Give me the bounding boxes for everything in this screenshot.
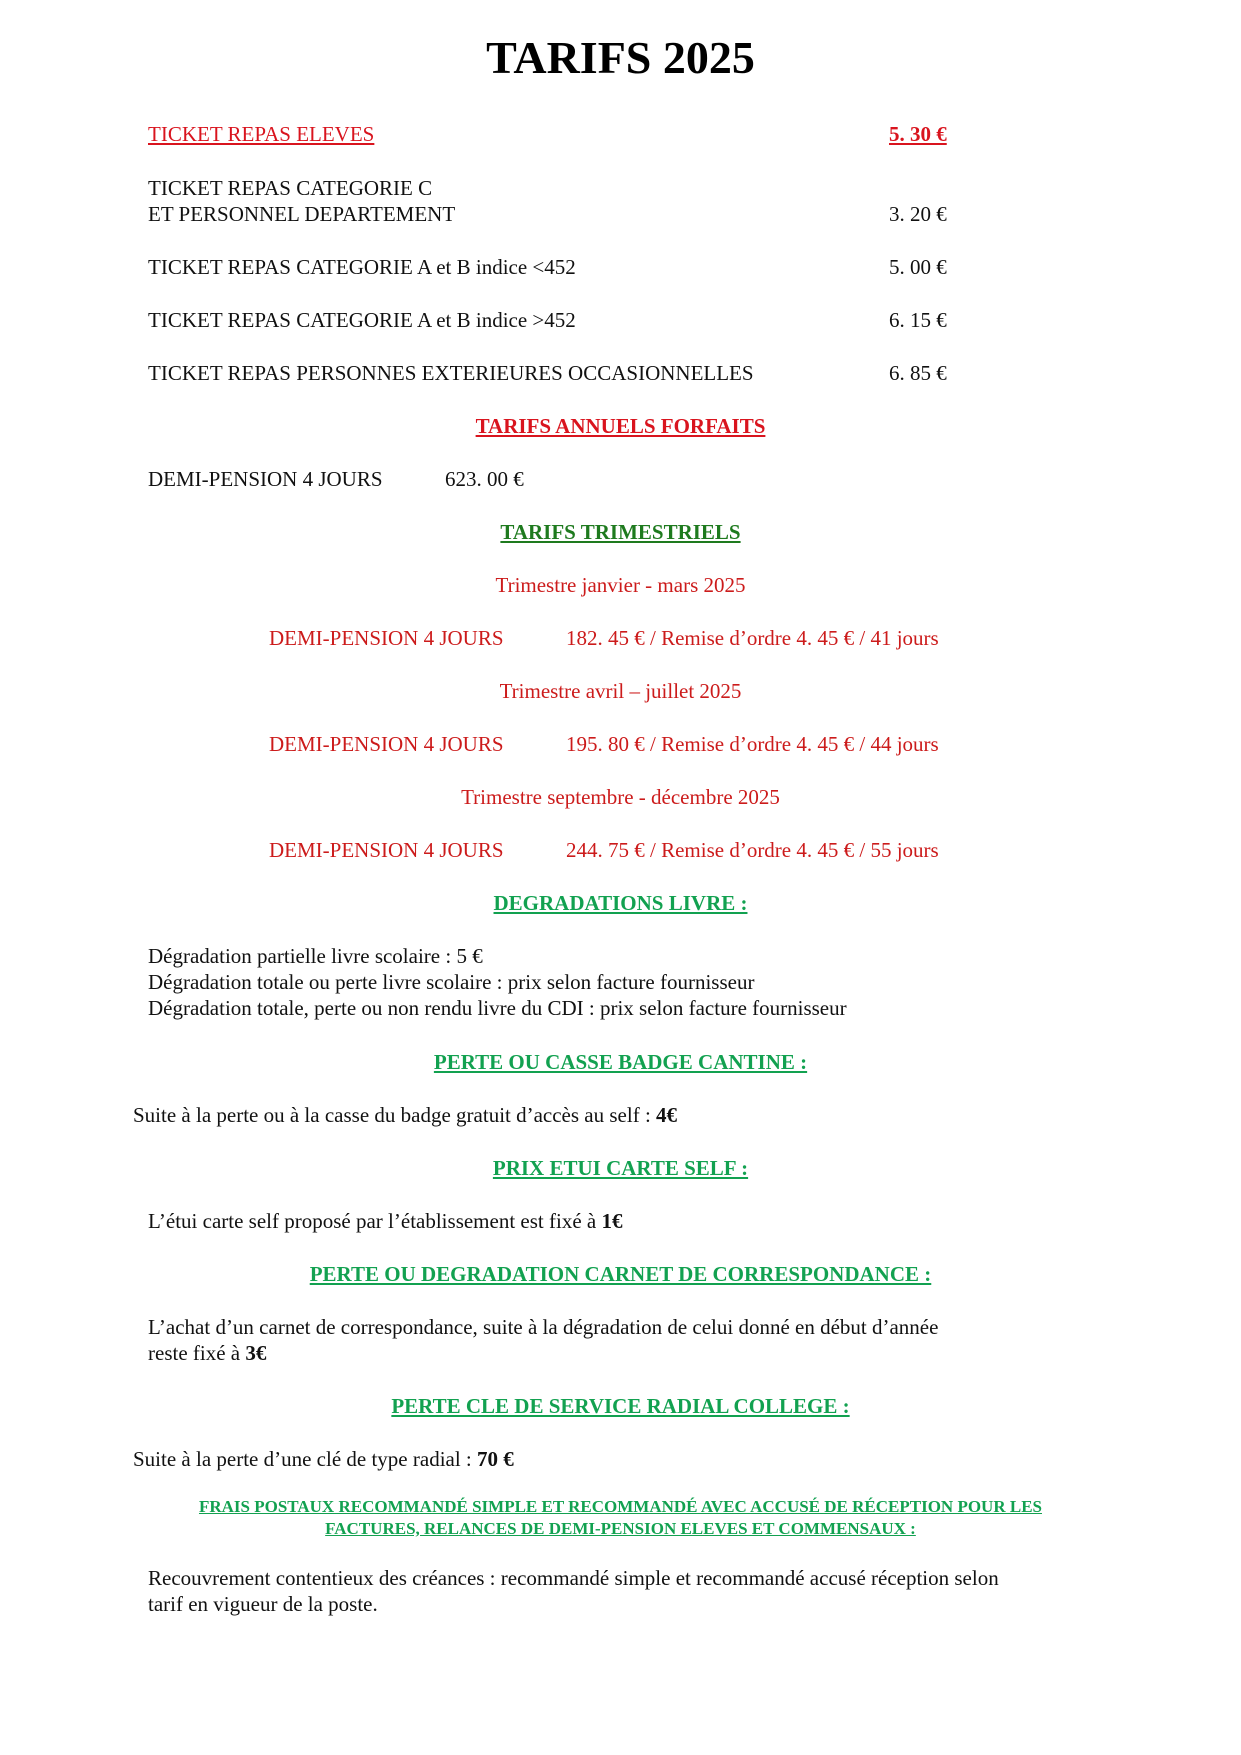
badge-text-line <box>133 1102 677 1128</box>
postaux-line-2: tarif en vigueur de la poste. <box>148 1592 378 1616</box>
trimestre-2-label: DEMI-PENSION 4 JOURS <box>269 732 504 756</box>
page-title: TARIFS 2025 <box>486 32 755 83</box>
etui-text-line <box>148 1208 622 1234</box>
carnet-line-2-text: reste fixé à <box>148 1341 246 1365</box>
trimestre-3-detail: 244. 75 € / Remise d’ordre 4. 45 € / 55 jours <box>566 838 939 862</box>
annuels-heading: TARIFS ANNUELS FORFAITS <box>475 414 766 438</box>
carnet-line-1: L’achat d’un carnet de correspondance, suite à la dégradation de celui donné en début d’année <box>148 1315 939 1339</box>
carnet-value: 3€ <box>245 1341 267 1365</box>
badge-heading: PERTE OU CASSE BADGE CANTINE : <box>433 1050 808 1074</box>
annuels-price: 623. 00 € <box>445 467 524 491</box>
trimestriels-heading: TARIFS TRIMESTRIELS <box>500 520 741 544</box>
ticket-eleves-price: 5. 30 € <box>889 122 947 146</box>
postaux-heading-2: FACTURES, RELANCES DE DEMI-PENSION ELEVES ET COMMENSAUX : <box>325 1519 916 1538</box>
postaux-heading-1: FRAIS POSTAUX RECOMMANDÉ SIMPLE ET RECOMMANDÉ AVEC ACCUSÉ DE RÉCEPTION POUR LES <box>198 1497 1042 1516</box>
trimestre-1-period: Trimestre janvier - mars 2025 <box>495 573 746 597</box>
livres-line-3: Dégradation totale, perte ou non rendu livre du CDI : prix selon facture fournisseur <box>148 996 847 1020</box>
trimestre-3-label: DEMI-PENSION 4 JOURS <box>269 838 504 862</box>
etui-value: 1€ <box>601 1209 623 1233</box>
postaux-line-1: Recouvrement contentieux des créances : recommandé simple et recommandé accusé réception selon <box>148 1566 999 1590</box>
ticket-eleves-label: TICKET REPAS ELEVES <box>148 122 375 146</box>
trimestre-1-detail: 182. 45 € / Remise d’ordre 4. 45 € / 41 jours <box>566 626 939 650</box>
trimestre-1-label: DEMI-PENSION 4 JOURS <box>269 626 504 650</box>
cle-heading: PERTE CLE DE SERVICE RADIAL COLLEGE : <box>391 1394 850 1418</box>
trimestre-2-detail: 195. 80 € / Remise d’ordre 4. 45 € / 44 jours <box>566 732 939 756</box>
ticket-categorie-c-label-1: TICKET REPAS CATEGORIE C <box>148 176 433 200</box>
annuels-label: DEMI-PENSION 4 JOURS <box>148 467 383 491</box>
ticket-categorie-c-price: 3. 20 € <box>889 202 947 226</box>
cle-text: Suite à la perte d’une clé de type radial : <box>133 1447 478 1471</box>
badge-value: 4€ <box>656 1103 678 1127</box>
etui-heading: PRIX ETUI CARTE SELF : <box>492 1156 749 1180</box>
livres-heading: DEGRADATIONS LIVRE : <box>493 891 748 915</box>
cle-text-line <box>133 1446 514 1472</box>
ticket-ab-inf-label: TICKET REPAS CATEGORIE A et B indice <452 <box>148 255 576 279</box>
trimestre-2-period: Trimestre avril – juillet 2025 <box>499 679 742 703</box>
livres-line-1: Dégradation partielle livre scolaire : 5 € <box>148 944 483 968</box>
trimestre-3-period: Trimestre septembre - décembre 2025 <box>461 785 780 809</box>
ticket-categorie-c-label-2: ET PERSONNEL DEPARTEMENT <box>148 202 456 226</box>
livres-line-2: Dégradation totale ou perte livre scolaire : prix selon facture fournisseur <box>148 970 755 994</box>
carnet-line-2 <box>148 1340 266 1366</box>
ticket-ab-sup-label: TICKET REPAS CATEGORIE A et B indice >452 <box>148 308 576 332</box>
ticket-exterieurs-label: TICKET REPAS PERSONNES EXTERIEURES OCCASIONNELLES <box>148 361 754 385</box>
cle-value: 70 € <box>477 1447 514 1471</box>
carnet-heading: PERTE OU DEGRADATION CARNET DE CORRESPONDANCE : <box>309 1262 932 1286</box>
ticket-ab-inf-price: 5. 00 € <box>889 255 947 279</box>
ticket-exterieurs-price: 6. 85 € <box>889 361 947 385</box>
etui-text: L’étui carte self proposé par l’établissement est fixé à <box>148 1209 602 1233</box>
ticket-ab-sup-price: 6. 15 € <box>889 308 947 332</box>
badge-text: Suite à la perte ou à la casse du badge gratuit d’accès au self : <box>133 1103 657 1127</box>
